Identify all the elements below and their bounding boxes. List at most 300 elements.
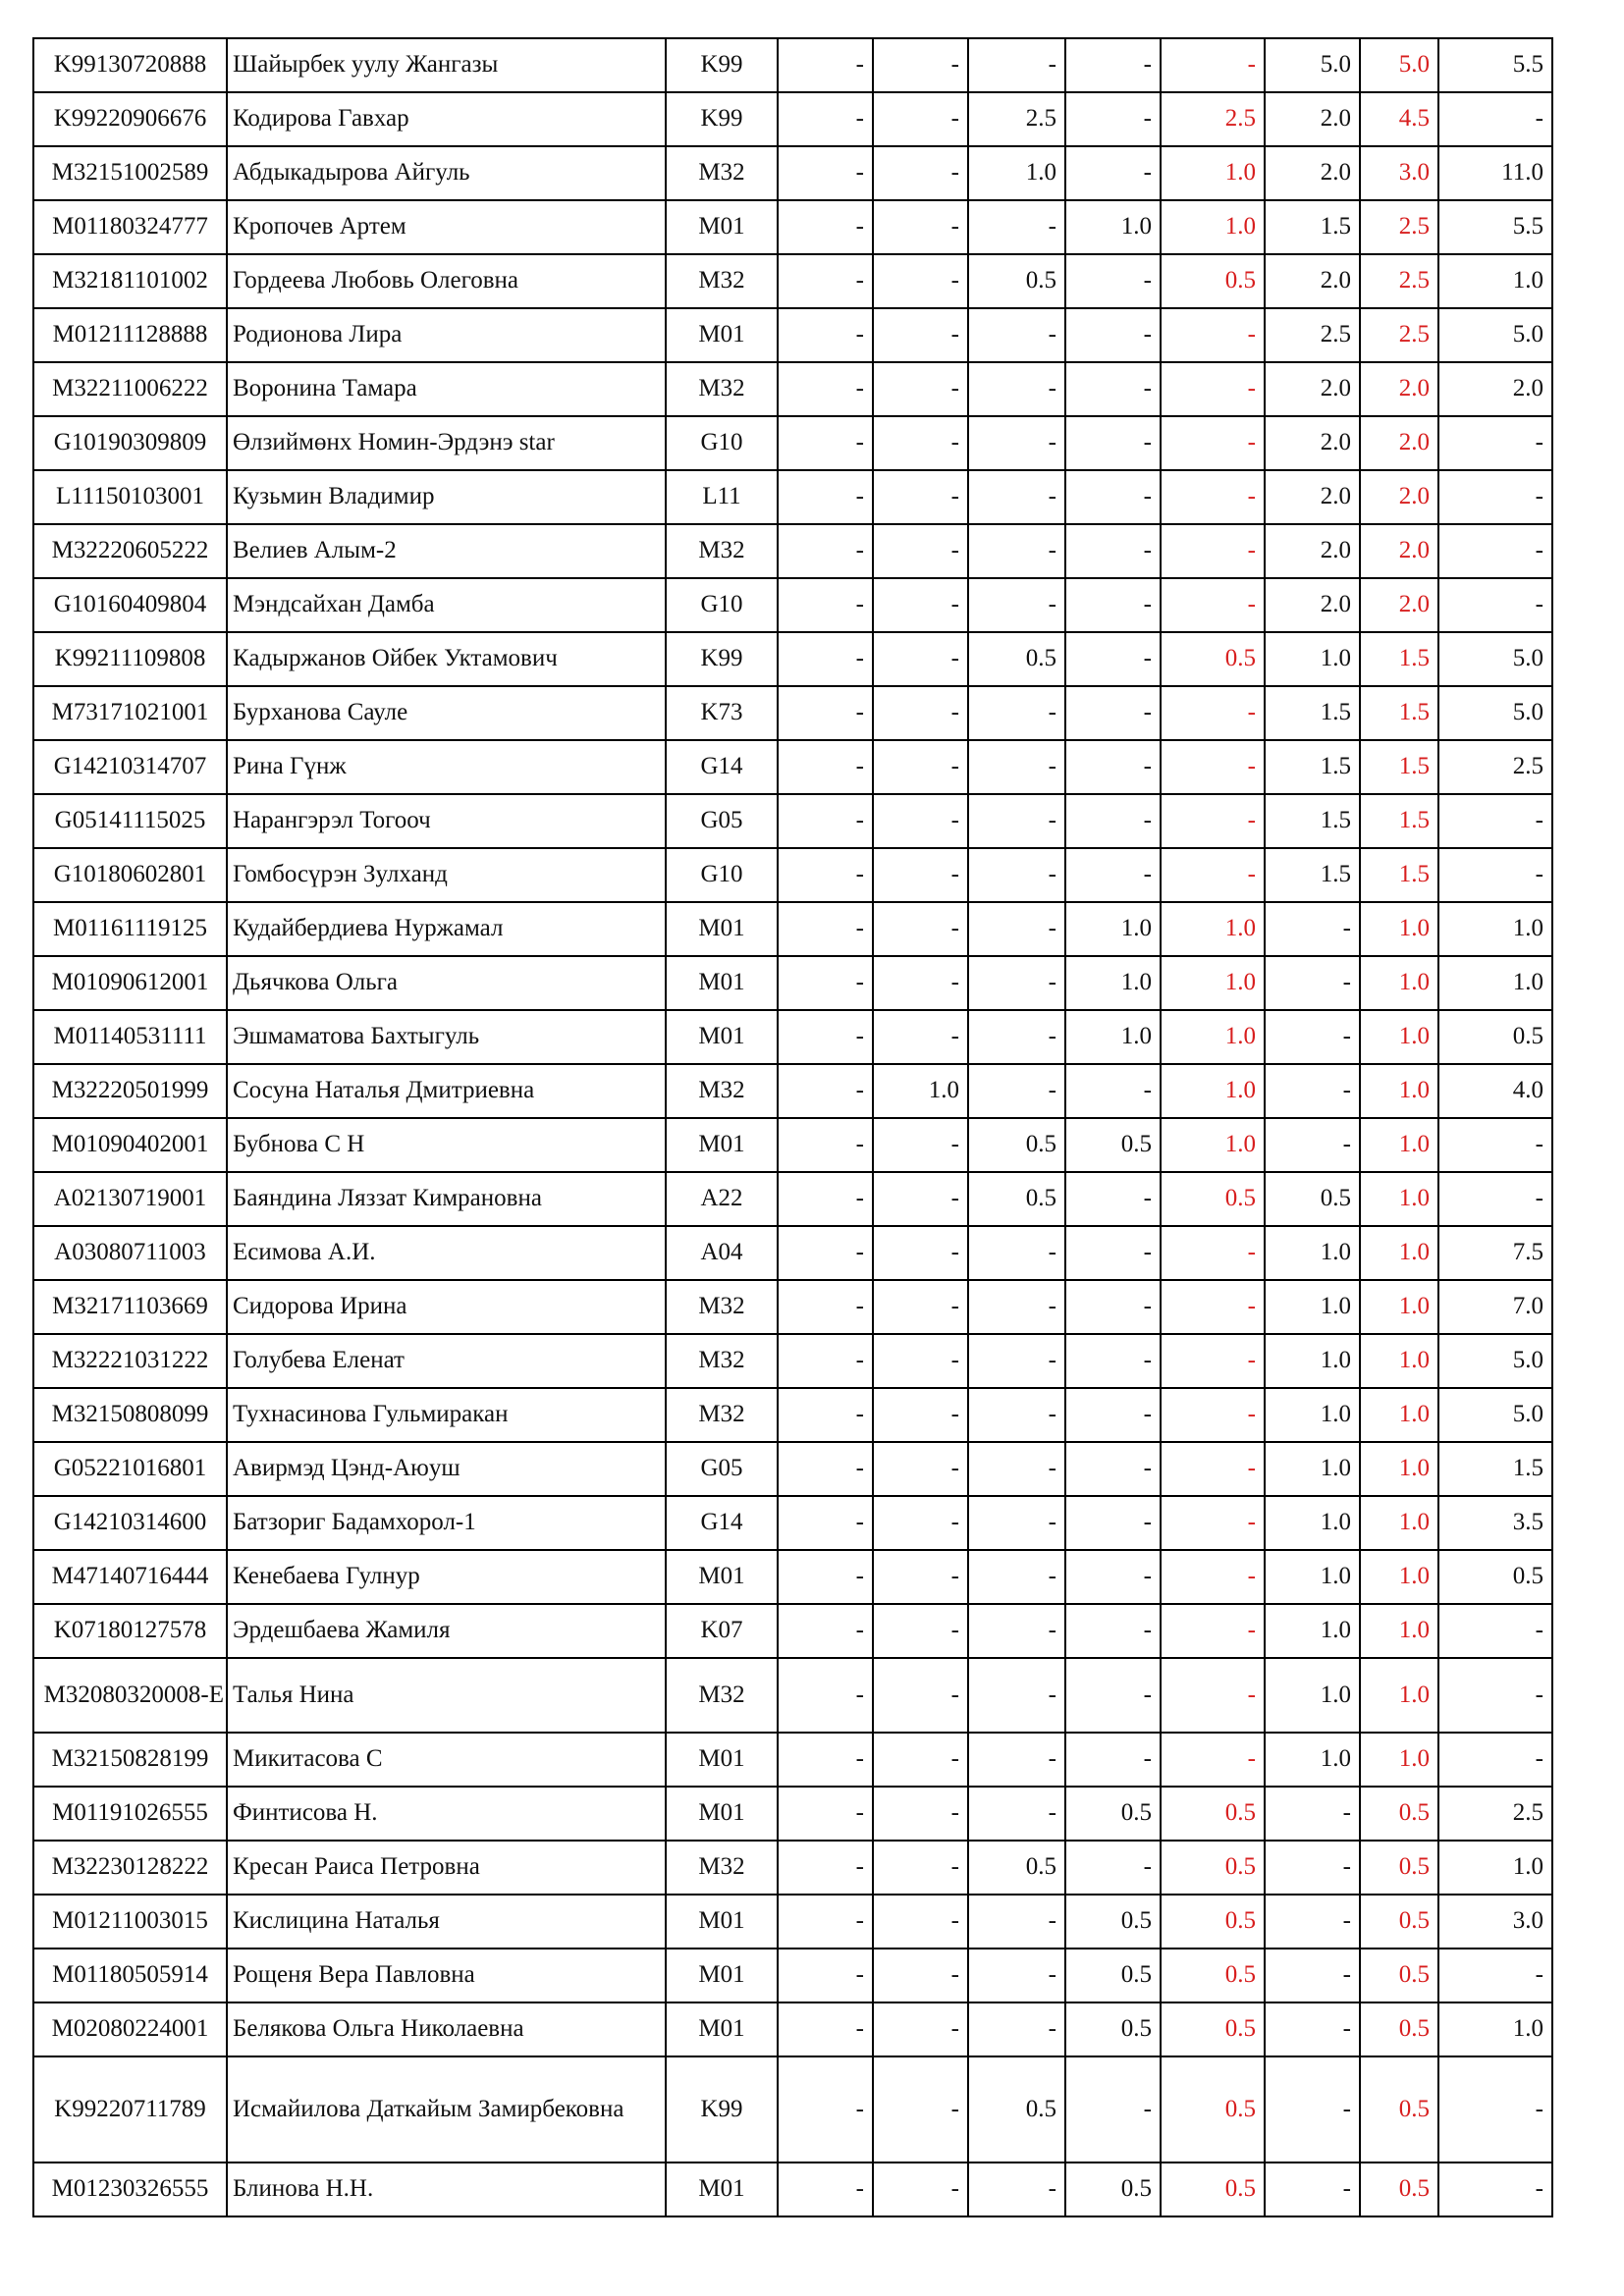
score-total: 1.5 xyxy=(1360,740,1438,794)
player-name: Кенебаева Гулнур xyxy=(227,1550,666,1604)
player-name: Кислицина Наталья xyxy=(227,1895,666,1949)
score-total: 2.0 xyxy=(1360,362,1438,416)
score-total: 1.0 xyxy=(1360,1334,1438,1388)
score-col-1: - xyxy=(778,1280,873,1334)
score-col-4: - xyxy=(1065,38,1161,92)
score-col-6: 1.0 xyxy=(1265,1604,1360,1658)
player-code: M01161119125 xyxy=(33,902,227,956)
score-subtotal: 0.5 xyxy=(1161,1949,1265,2002)
score-total: 0.5 xyxy=(1360,1841,1438,1895)
player-code: M01180324777 xyxy=(33,200,227,254)
score-col-8: - xyxy=(1438,92,1552,146)
score-col-6: - xyxy=(1265,2002,1360,2056)
player-name: Кадыржанов Ойбек Уктамович xyxy=(227,632,666,686)
table-row xyxy=(33,308,1552,362)
player-name: Кресан Раиса Петровна xyxy=(227,1841,666,1895)
score-subtotal: 0.5 xyxy=(1161,254,1265,308)
score-col-2: - xyxy=(873,578,968,632)
score-total: 4.5 xyxy=(1360,92,1438,146)
score-subtotal: 1.0 xyxy=(1161,1064,1265,1118)
score-col-8: 1.0 xyxy=(1438,1841,1552,1895)
score-total: 1.0 xyxy=(1360,1604,1438,1658)
score-subtotal: 0.5 xyxy=(1161,2163,1265,2216)
player-code: G10180602801 xyxy=(33,848,227,902)
score-col-4: - xyxy=(1065,92,1161,146)
table-row xyxy=(33,362,1552,416)
score-col-1: - xyxy=(778,740,873,794)
score-col-4: - xyxy=(1065,1442,1161,1496)
score-col-4: 0.5 xyxy=(1065,2002,1161,2056)
player-code: M01140531111 xyxy=(33,1010,227,1064)
score-col-1: - xyxy=(778,1841,873,1895)
score-total: 1.0 xyxy=(1360,1388,1438,1442)
score-subtotal: - xyxy=(1161,1550,1265,1604)
score-col-3: - xyxy=(968,1604,1065,1658)
score-col-4: - xyxy=(1065,1064,1161,1118)
score-col-8: 5.0 xyxy=(1438,1334,1552,1388)
score-total: 1.0 xyxy=(1360,1658,1438,1733)
score-col-4: 1.0 xyxy=(1065,902,1161,956)
score-col-6: 1.0 xyxy=(1265,1388,1360,1442)
player-name: Есимова А.И. xyxy=(227,1226,666,1280)
group-code: M01 xyxy=(666,1118,778,1172)
score-col-8: 1.0 xyxy=(1438,956,1552,1010)
score-col-2: - xyxy=(873,1442,968,1496)
score-subtotal: 2.5 xyxy=(1161,92,1265,146)
table-body xyxy=(33,38,1552,2216)
score-col-6: - xyxy=(1265,902,1360,956)
score-total: 1.5 xyxy=(1360,686,1438,740)
score-col-8: 4.0 xyxy=(1438,1064,1552,1118)
score-subtotal: 1.0 xyxy=(1161,200,1265,254)
player-code: M32181101002 xyxy=(33,254,227,308)
score-col-6: 2.0 xyxy=(1265,362,1360,416)
score-subtotal: - xyxy=(1161,362,1265,416)
score-total: 2.0 xyxy=(1360,416,1438,470)
score-col-4: 1.0 xyxy=(1065,956,1161,1010)
group-code: G05 xyxy=(666,1442,778,1496)
score-subtotal: - xyxy=(1161,1226,1265,1280)
score-col-8: 0.5 xyxy=(1438,1010,1552,1064)
player-name: Эрдешбаева Жамиля xyxy=(227,1604,666,1658)
score-col-8: 2.0 xyxy=(1438,362,1552,416)
player-code: M01090612001 xyxy=(33,956,227,1010)
player-name: Бурханова Сауле xyxy=(227,686,666,740)
score-col-3: - xyxy=(968,1442,1065,1496)
score-total: 1.5 xyxy=(1360,632,1438,686)
score-subtotal: 1.0 xyxy=(1161,146,1265,200)
group-code: M01 xyxy=(666,1949,778,2002)
score-col-8: 1.0 xyxy=(1438,902,1552,956)
score-col-1: - xyxy=(778,578,873,632)
score-col-1: - xyxy=(778,2056,873,2163)
score-col-3: - xyxy=(968,200,1065,254)
table-row xyxy=(33,1949,1552,2002)
score-col-4: 0.5 xyxy=(1065,2163,1161,2216)
player-code: M47140716444 xyxy=(33,1550,227,1604)
player-name: Мэндсайхан Дамба xyxy=(227,578,666,632)
table-row xyxy=(33,92,1552,146)
score-col-2: - xyxy=(873,38,968,92)
score-col-3: - xyxy=(968,686,1065,740)
score-col-6: 1.0 xyxy=(1265,1733,1360,1787)
score-total: 1.0 xyxy=(1360,1064,1438,1118)
player-name: Сидорова Ирина xyxy=(227,1280,666,1334)
score-total: 1.0 xyxy=(1360,1010,1438,1064)
table-row xyxy=(33,1604,1552,1658)
score-col-2: - xyxy=(873,1658,968,1733)
score-total: 1.0 xyxy=(1360,902,1438,956)
score-subtotal: - xyxy=(1161,794,1265,848)
player-name: Кропочев Артем xyxy=(227,200,666,254)
group-code: M32 xyxy=(666,1064,778,1118)
score-col-1: - xyxy=(778,686,873,740)
score-col-4: - xyxy=(1065,362,1161,416)
score-col-2: - xyxy=(873,2002,968,2056)
score-col-2: - xyxy=(873,1949,968,2002)
group-code: G14 xyxy=(666,740,778,794)
score-total: 2.5 xyxy=(1360,200,1438,254)
score-col-4: - xyxy=(1065,848,1161,902)
score-col-2: - xyxy=(873,146,968,200)
score-col-2: - xyxy=(873,1334,968,1388)
score-col-8: 5.5 xyxy=(1438,200,1552,254)
score-col-1: - xyxy=(778,92,873,146)
player-code: M32221031222 xyxy=(33,1334,227,1388)
score-col-1: - xyxy=(778,1388,873,1442)
score-col-3: - xyxy=(968,740,1065,794)
score-subtotal: 1.0 xyxy=(1161,902,1265,956)
score-col-6: - xyxy=(1265,2163,1360,2216)
score-col-3: - xyxy=(968,1010,1065,1064)
score-col-6: 1.5 xyxy=(1265,848,1360,902)
group-code: M01 xyxy=(666,1010,778,1064)
score-col-3: - xyxy=(968,1895,1065,1949)
group-code: M01 xyxy=(666,1895,778,1949)
score-subtotal: - xyxy=(1161,1442,1265,1496)
score-col-3: - xyxy=(968,1949,1065,2002)
player-code: K99130720888 xyxy=(33,38,227,92)
player-code: M32211006222 xyxy=(33,362,227,416)
table-row xyxy=(33,416,1552,470)
score-col-2: - xyxy=(873,92,968,146)
score-subtotal: 0.5 xyxy=(1161,1172,1265,1226)
table-row xyxy=(33,686,1552,740)
score-subtotal: - xyxy=(1161,1388,1265,1442)
score-total: 2.0 xyxy=(1360,578,1438,632)
player-name: Шайырбек уулу Жангазы xyxy=(227,38,666,92)
group-code: M01 xyxy=(666,308,778,362)
table-row xyxy=(33,848,1552,902)
score-col-3: 1.0 xyxy=(968,146,1065,200)
score-col-3: - xyxy=(968,1550,1065,1604)
score-col-1: - xyxy=(778,1604,873,1658)
score-subtotal: 0.5 xyxy=(1161,1841,1265,1895)
score-col-8: - xyxy=(1438,1118,1552,1172)
score-col-6: 1.5 xyxy=(1265,740,1360,794)
player-code: G10160409804 xyxy=(33,578,227,632)
player-name: Баяндина Ляззат Кимрановна xyxy=(227,1172,666,1226)
group-code: K99 xyxy=(666,38,778,92)
score-subtotal: - xyxy=(1161,1334,1265,1388)
score-col-4: 1.0 xyxy=(1065,200,1161,254)
score-col-2: - xyxy=(873,848,968,902)
score-col-4: - xyxy=(1065,1733,1161,1787)
player-name: Белякова Ольга Николаевна xyxy=(227,2002,666,2056)
score-col-1: - xyxy=(778,1442,873,1496)
table-row xyxy=(33,146,1552,200)
group-code: M01 xyxy=(666,902,778,956)
score-col-2: - xyxy=(873,1118,968,1172)
player-code: G10190309809 xyxy=(33,416,227,470)
group-code: K99 xyxy=(666,2056,778,2163)
score-col-8: 2.5 xyxy=(1438,740,1552,794)
table-row xyxy=(33,2002,1552,2056)
score-col-8: 7.5 xyxy=(1438,1226,1552,1280)
score-col-3: - xyxy=(968,1787,1065,1841)
score-total: 1.0 xyxy=(1360,1118,1438,1172)
score-col-2: - xyxy=(873,1604,968,1658)
score-col-3: - xyxy=(968,1064,1065,1118)
score-col-6: 2.0 xyxy=(1265,92,1360,146)
table-row xyxy=(33,578,1552,632)
score-col-1: - xyxy=(778,2002,873,2056)
score-col-4: - xyxy=(1065,470,1161,524)
score-col-6: 2.0 xyxy=(1265,578,1360,632)
score-col-3: - xyxy=(968,362,1065,416)
score-col-1: - xyxy=(778,1496,873,1550)
score-col-1: - xyxy=(778,362,873,416)
table-row xyxy=(33,254,1552,308)
group-code: G10 xyxy=(666,578,778,632)
player-code: K07180127578 xyxy=(33,1604,227,1658)
score-col-2: - xyxy=(873,1496,968,1550)
table-row xyxy=(33,956,1552,1010)
score-col-2: - xyxy=(873,200,968,254)
score-col-6: 2.5 xyxy=(1265,308,1360,362)
score-col-1: - xyxy=(778,1172,873,1226)
player-code: G14210314600 xyxy=(33,1496,227,1550)
score-subtotal: - xyxy=(1161,1604,1265,1658)
score-col-8: - xyxy=(1438,1172,1552,1226)
score-subtotal: - xyxy=(1161,1658,1265,1733)
score-subtotal: - xyxy=(1161,1280,1265,1334)
score-total: 0.5 xyxy=(1360,2002,1438,2056)
score-col-3: 0.5 xyxy=(968,1841,1065,1895)
player-code: M32080320008-E xyxy=(33,1658,227,1733)
table-row xyxy=(33,902,1552,956)
group-code: M32 xyxy=(666,146,778,200)
score-col-4: 0.5 xyxy=(1065,1787,1161,1841)
score-total: 2.0 xyxy=(1360,524,1438,578)
score-col-1: - xyxy=(778,1733,873,1787)
score-subtotal: - xyxy=(1161,470,1265,524)
score-col-2: - xyxy=(873,740,968,794)
score-subtotal: 0.5 xyxy=(1161,632,1265,686)
table-row xyxy=(33,1334,1552,1388)
player-name: Кузьмин Владимир xyxy=(227,470,666,524)
player-name: Финтисова Н. xyxy=(227,1787,666,1841)
player-code: M32220501999 xyxy=(33,1064,227,1118)
player-code: M01090402001 xyxy=(33,1118,227,1172)
score-col-1: - xyxy=(778,470,873,524)
score-col-3: - xyxy=(968,524,1065,578)
score-col-4: - xyxy=(1065,2056,1161,2163)
player-name: Тухнасинова Гульмиракан xyxy=(227,1388,666,1442)
score-col-2: - xyxy=(873,794,968,848)
score-total: 1.5 xyxy=(1360,848,1438,902)
score-col-2: - xyxy=(873,524,968,578)
player-name: Велиев Алым-2 xyxy=(227,524,666,578)
score-col-2: - xyxy=(873,1841,968,1895)
score-col-8: 11.0 xyxy=(1438,146,1552,200)
score-col-1: - xyxy=(778,308,873,362)
score-col-1: - xyxy=(778,1658,873,1733)
score-subtotal: 1.0 xyxy=(1161,1118,1265,1172)
score-col-6: - xyxy=(1265,2056,1360,2163)
table-row xyxy=(33,1226,1552,1280)
score-col-6: 0.5 xyxy=(1265,1172,1360,1226)
score-subtotal: - xyxy=(1161,524,1265,578)
score-col-6: - xyxy=(1265,1895,1360,1949)
score-col-6: - xyxy=(1265,1949,1360,2002)
table-row xyxy=(33,38,1552,92)
score-subtotal: - xyxy=(1161,1733,1265,1787)
score-col-3: - xyxy=(968,470,1065,524)
score-col-8: 1.0 xyxy=(1438,2002,1552,2056)
group-code: K07 xyxy=(666,1604,778,1658)
score-subtotal: 1.0 xyxy=(1161,956,1265,1010)
score-col-1: - xyxy=(778,1118,873,1172)
table-row xyxy=(33,1010,1552,1064)
table-row xyxy=(33,2163,1552,2216)
player-code: A03080711003 xyxy=(33,1226,227,1280)
group-code: M32 xyxy=(666,362,778,416)
player-name: Гордеева Любовь Олеговна xyxy=(227,254,666,308)
score-col-8: 3.0 xyxy=(1438,1895,1552,1949)
results-table xyxy=(32,37,1553,2217)
player-code: M01191026555 xyxy=(33,1787,227,1841)
score-col-4: - xyxy=(1065,632,1161,686)
table-row xyxy=(33,1442,1552,1496)
table-row xyxy=(33,1787,1552,1841)
score-subtotal: - xyxy=(1161,740,1265,794)
player-code: G05141115025 xyxy=(33,794,227,848)
score-col-4: - xyxy=(1065,1550,1161,1604)
table-row xyxy=(33,1496,1552,1550)
group-code: A04 xyxy=(666,1226,778,1280)
group-code: K99 xyxy=(666,92,778,146)
player-name: Өлзиймөнх Номин-Эрдэнэ star xyxy=(227,416,666,470)
player-code: M32171103669 xyxy=(33,1280,227,1334)
score-col-8: - xyxy=(1438,2163,1552,2216)
score-col-6: - xyxy=(1265,1118,1360,1172)
score-col-6: - xyxy=(1265,1010,1360,1064)
player-name: Нарангэрэл Тогооч xyxy=(227,794,666,848)
score-col-2: - xyxy=(873,1550,968,1604)
player-code: L11150103001 xyxy=(33,470,227,524)
score-col-6: 1.0 xyxy=(1265,1442,1360,1496)
score-col-4: 0.5 xyxy=(1065,1949,1161,2002)
score-col-8: - xyxy=(1438,1658,1552,1733)
score-col-6: 1.0 xyxy=(1265,1334,1360,1388)
score-col-8: - xyxy=(1438,1949,1552,2002)
score-subtotal: - xyxy=(1161,848,1265,902)
score-col-4: - xyxy=(1065,794,1161,848)
score-subtotal: - xyxy=(1161,416,1265,470)
score-col-3: - xyxy=(968,1334,1065,1388)
score-col-6: 1.5 xyxy=(1265,686,1360,740)
table-row xyxy=(33,794,1552,848)
score-col-6: 2.0 xyxy=(1265,524,1360,578)
score-col-1: - xyxy=(778,524,873,578)
score-total: 0.5 xyxy=(1360,1949,1438,2002)
player-code: M01230326555 xyxy=(33,2163,227,2216)
score-col-3: 0.5 xyxy=(968,632,1065,686)
score-col-2: - xyxy=(873,1172,968,1226)
score-col-1: - xyxy=(778,632,873,686)
player-code: M32150808099 xyxy=(33,1388,227,1442)
score-total: 0.5 xyxy=(1360,1787,1438,1841)
group-code: L11 xyxy=(666,470,778,524)
table-row xyxy=(33,1658,1552,1733)
score-col-1: - xyxy=(778,902,873,956)
score-col-1: - xyxy=(778,1895,873,1949)
score-col-1: - xyxy=(778,1949,873,2002)
group-code: K99 xyxy=(666,632,778,686)
score-col-3: - xyxy=(968,1658,1065,1733)
score-col-6: 2.0 xyxy=(1265,416,1360,470)
score-total: 3.0 xyxy=(1360,146,1438,200)
score-col-2: - xyxy=(873,1010,968,1064)
score-col-2: - xyxy=(873,686,968,740)
score-col-1: - xyxy=(778,848,873,902)
score-col-6: 2.0 xyxy=(1265,470,1360,524)
score-col-2: - xyxy=(873,956,968,1010)
score-col-4: - xyxy=(1065,1496,1161,1550)
group-code: M32 xyxy=(666,1841,778,1895)
score-total: 2.5 xyxy=(1360,254,1438,308)
score-col-4: 0.5 xyxy=(1065,1118,1161,1172)
score-col-4: 0.5 xyxy=(1065,1895,1161,1949)
score-col-4: - xyxy=(1065,578,1161,632)
score-col-8: 5.5 xyxy=(1438,38,1552,92)
score-col-6: 1.5 xyxy=(1265,794,1360,848)
score-total: 1.5 xyxy=(1360,794,1438,848)
score-total: 1.0 xyxy=(1360,1733,1438,1787)
score-subtotal: 0.5 xyxy=(1161,1787,1265,1841)
score-total: 2.0 xyxy=(1360,470,1438,524)
player-code: M32230128222 xyxy=(33,1841,227,1895)
player-code: K99211109808 xyxy=(33,632,227,686)
player-name: Талья Нина xyxy=(227,1658,666,1733)
score-col-6: 1.0 xyxy=(1265,1658,1360,1733)
score-col-2: - xyxy=(873,416,968,470)
score-col-8: - xyxy=(1438,2056,1552,2163)
score-col-1: - xyxy=(778,1010,873,1064)
player-code: G05221016801 xyxy=(33,1442,227,1496)
score-subtotal: 0.5 xyxy=(1161,2056,1265,2163)
score-col-1: - xyxy=(778,38,873,92)
score-col-8: - xyxy=(1438,1733,1552,1787)
score-col-4: - xyxy=(1065,146,1161,200)
score-col-8: - xyxy=(1438,578,1552,632)
score-col-3: - xyxy=(968,416,1065,470)
score-total: 1.0 xyxy=(1360,1280,1438,1334)
score-col-8: 0.5 xyxy=(1438,1550,1552,1604)
score-subtotal: 0.5 xyxy=(1161,2002,1265,2056)
score-col-1: - xyxy=(778,200,873,254)
